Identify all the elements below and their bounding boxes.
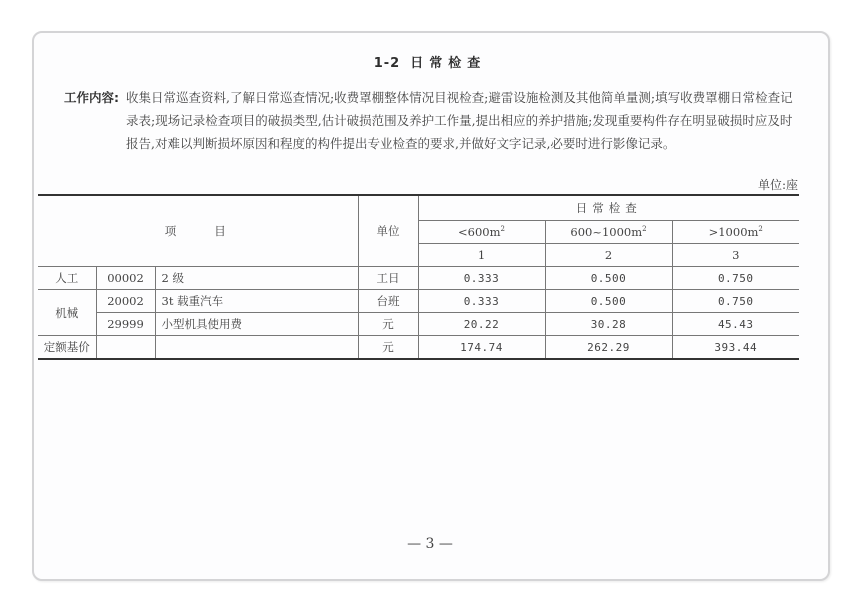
work-content-label: 工作内容: xyxy=(64,90,119,105)
header-size-2: $600\sim 1000m^2$ xyxy=(545,221,672,244)
row-name: 小型机具使用费 xyxy=(155,313,358,336)
row-value-2: 262.29 xyxy=(545,336,672,360)
unit-note: 单位:座 xyxy=(757,178,798,192)
row-name xyxy=(155,336,358,360)
row-name: 2 级 xyxy=(155,267,358,290)
section-name: 日常检查 xyxy=(410,56,487,71)
work-content xyxy=(64,86,804,155)
header-index-3: 3 xyxy=(672,244,799,267)
header-index-1: 1 xyxy=(418,244,545,267)
row-value-3: 393.44 xyxy=(672,336,799,360)
header-group: 日常检查 xyxy=(418,195,799,221)
table-row-base-price xyxy=(38,336,799,360)
header-size-3: $>1000m^2$ xyxy=(672,221,799,244)
row-value-3: 0.750 xyxy=(672,290,799,313)
row-name: 3t 载重汽车 xyxy=(155,290,358,313)
table-row xyxy=(38,313,799,336)
row-value-1: 0.333 xyxy=(418,290,545,313)
row-code: 29999 xyxy=(96,313,155,336)
header-unit: 单位 xyxy=(358,195,418,267)
row-value-3: 45.43 xyxy=(672,313,799,336)
header-size-1: $<600m^2$ xyxy=(418,221,545,244)
row-category: 人工 xyxy=(38,267,96,290)
header-item: 项 目 xyxy=(38,195,358,267)
row-value-3: 0.750 xyxy=(672,267,799,290)
quota-table xyxy=(38,194,799,360)
row-unit: 元 xyxy=(358,313,418,336)
row-value-2: 0.500 xyxy=(545,290,672,313)
row-category: 定额基价 xyxy=(38,336,96,360)
row-value-1: 0.333 xyxy=(418,267,545,290)
row-value-1: 174.74 xyxy=(418,336,545,360)
header-index-2: 2 xyxy=(545,244,672,267)
header-row-group xyxy=(38,195,799,221)
row-unit: 台班 xyxy=(358,290,418,313)
table-row xyxy=(38,267,799,290)
section-title xyxy=(0,52,860,71)
row-value-1: 20.22 xyxy=(418,313,545,336)
row-category: 机械 xyxy=(38,290,96,336)
row-value-2: 0.500 xyxy=(545,267,672,290)
section-number: 1-2 xyxy=(373,56,401,71)
row-code xyxy=(96,336,155,360)
work-content-text: 收集日常巡查资料,了解日常巡查情况;收费罩棚整体情况目视检查;避雷设施检测及其他简单量测;填写收费罩棚日常检查记录表;现场记录检查项目的破损类型,估计破损范围及养护工作量,提出相应的养护措施;发现重要构件存在明显破损时应及时报告,对难以判断损坏原因和程度的构件提出专业检查的要求,并做好文字记录,必要时进行影像记录。 xyxy=(126,90,793,151)
row-unit: 工日 xyxy=(358,267,418,290)
row-code: 20002 xyxy=(96,290,155,313)
row-unit: 元 xyxy=(358,336,418,360)
row-code: 00002 xyxy=(96,267,155,290)
page-number: — 3 — xyxy=(407,536,453,552)
row-value-2: 30.28 xyxy=(545,313,672,336)
table-row xyxy=(38,290,799,313)
